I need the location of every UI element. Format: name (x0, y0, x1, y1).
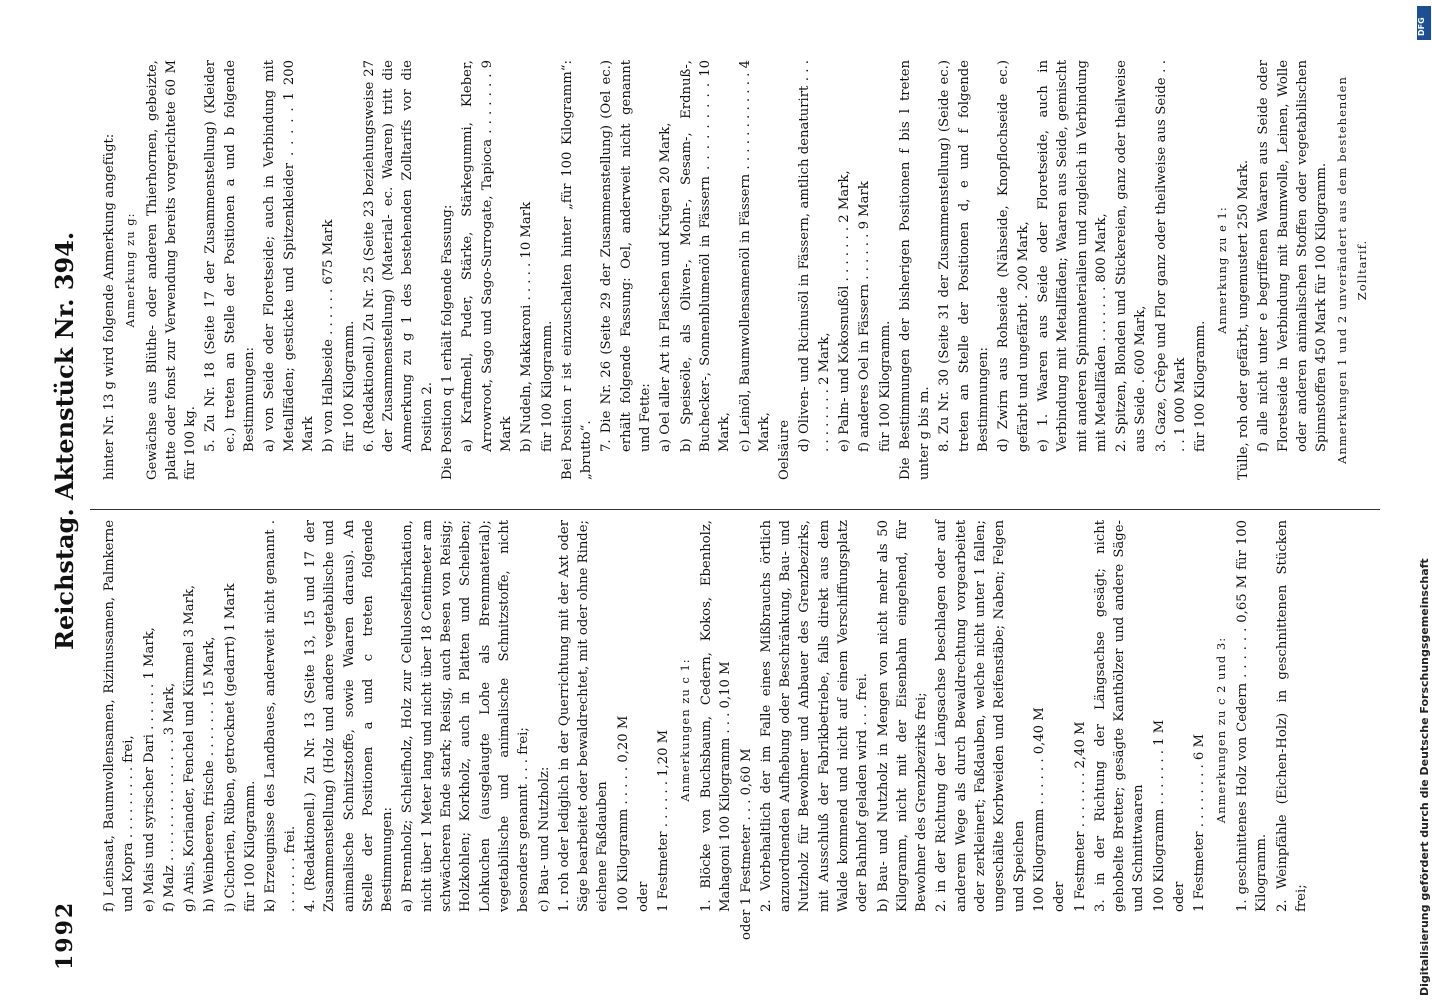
right-column-line: Die Bestimmungen der bisherigen Positionen f bis l treten unter g bis m. (897, 60, 933, 480)
right-column-line: b) Speiseöle, als Oliven-, Mohn-, Sesam-, Erdnuß-, Buchecker-, Sonnenblumenöl in Fässern . . . . . . . . . 10 Mark, (678, 60, 733, 452)
right-column-line: für 100 Kilogramm. (877, 320, 893, 452)
left-column-line: 1 Festmeter . . . . . . 1,20 M (656, 729, 672, 912)
page-title: Reichstag. Aktenstück Nr. 394. (50, 231, 79, 650)
right-column-line: e) 1. Waaren aus Seide oder Floretseide, auch in Verbindung mit Metallfäden; Waaren aus Seide, gemischt mit anderen Spinnmaterialien und zugleich in Verbindung mit Metallfäden . . . . . . . 800 Mark, (1035, 60, 1109, 452)
right-column-line: für 100 Kilogramm. (341, 320, 357, 452)
left-column-line: k) Erzeugnisse des Landbaues, anderweit nicht genannt . . . . . . . . frei. (263, 520, 298, 912)
digitization-credit (1418, 6, 1432, 996)
right-column-line: Anmerkung zu g: (123, 212, 138, 328)
left-column-line: 2. Vorbehaltlich der im Falle eines Mißbrauchs örtlich anzuordnenden Aufhebung oder Beschränkung, Bau- und Nutzholz für Bewohner und Anbauer des Grenzbezirks, mit Ausschluß der Fabrikbetriebe, falls direkt aus dem Walde kommend und nicht auf einem Verschiffungsplatz oder Bahnhof geladen wird . . . frei. (758, 520, 871, 912)
left-column-line: g) Anis, Koriander, Fenchel und Kümmel 3 Mark, (182, 584, 198, 912)
right-column-line: f) alle nicht unter e begriffenen Waaren aus Seide oder Floretseide in Verbindung mit Baumwolle, Leinen, Wolle oder anderen animalischen Stoffen oder vegetabilischen Spinnstoffen 450 Mark für 100 Kilogramm. (1256, 60, 1330, 452)
right-column-line: 2. Spitzen, Blonden und Stickereien, ganz oder theilweise aus Seide . 600 Mark, (1114, 60, 1149, 452)
right-column-line: a) Kraftmehl, Puder, Stärke, Stärkegummi, Kleber, Arrowroot, Sago und Sago-Surrogate, Tapioca . . . . . . . 9 Mark (460, 60, 514, 452)
left-column-line: 2. in der Richtung der Längsachse beschlagen oder auf anderem Wege als durch Bewaldrechtung vorgearbeitet oder zerkleinert; Faßdauben, welche nicht unter 1 fallen; ungeschälte Korbweiden und Reifenstäbe; Naben; Felgen und Speichen (934, 520, 1027, 912)
right-column-line: Gewächse aus Blüthe- oder anderen Thierhornen, gebeizte, platte oder fonst zur Verwendung bereits vorgerichtete 60 M für 100 kg. (144, 60, 199, 480)
right-column-line: 7. Die Nr. 26 (Seite 29 der Zusammenstellung) (Oel ec.) erhält folgende Fassung: Oel, anderweit nicht genannt und Fette: (599, 60, 654, 452)
right-column-line: b) Nudeln, Makkaroni . . . . . 10 Mark (519, 201, 535, 452)
left-column-line: 1 Festmeter . . . . . . . 2,40 M (1072, 721, 1088, 912)
right-column-line: 5. Zu Nr. 18 (Seite 17 der Zusammenstellung) (Kleider ec.) treten an Stelle der Positionen a und b folgende Bestimmungen: (203, 60, 258, 452)
left-column-line: 1. Blöcke von Buchsbaum, Cedern, Kokos, Ebenholz, Mahagoni 100 Kilogramm . . . 0,10 M (698, 520, 734, 912)
right-column-line: d) Zwirn aus Rohseide (Nähseide, Knopflochseide ec.) gefärbt und ungefärbt . 200 Mark, (996, 60, 1031, 452)
right-column-line: hinter Nr. 13 g wird folgende Anmerkung angefügt: (102, 133, 117, 480)
right-column (100, 60, 1374, 480)
left-column-line: oder (1172, 881, 1188, 912)
page-number: 1992 (52, 900, 78, 970)
left-column-line: Anmerkungen zu c 1: (677, 658, 692, 802)
right-column-line: d) Oliven- und Ricinusöl in Fässern, amtlich denaturirt . . . . . . . . . . . 2 Mark, (797, 60, 832, 452)
page-header (0, 20, 79, 980)
left-column-line: f) Leinsaat, Baumwollensamen, Rizinussamen, Palmkerne und Kopra . . . . . . . . . frei, (102, 520, 137, 912)
left-column-line: a) Brennholz; Schleifholz, Holz zur Celluloselfabrikation, nicht über 1 Meter lang und nicht über 18 Centimeter am schwächeren Ende stark; Reisig, auch Besen von Reisig; Holzkohlen; Korkholz, auch in Platten und Scheiben; Lohkuchen (ausgelaugte Lohe als Brennmaterial); vegetabilische und animalische Schnitzstoffe, nicht besonders genannt . . . frei; (400, 520, 532, 912)
left-column-line: 1. geschnittenes Holz von Cedern . . . . . . 0,65 M für 100 Kilogramm. (1234, 520, 1270, 912)
right-column-line: a) von Seide oder Floretseide; auch in Verbindung mit Metallfäden; gestickte und Spitzenkleider . . . . . 1 200 Mark (262, 60, 316, 452)
left-column-line: 1. roh oder lediglich in der Querrichtung mit der Axt oder Säge bearbeitet oder bewaldrechtet, mit oder ohne Rinde; eichene Faßdauben (556, 520, 611, 912)
column-divider (90, 509, 1380, 510)
right-column-line: Die Position q 1 erhält folgende Fassung: (440, 204, 456, 480)
left-column-line: e) Mais und syrischer Dari . . . . . . 1 Mark, (141, 627, 157, 912)
right-column-line: c) Leinöl, Baumwollensamenöl in Fässern . . . . . . . . . . . . 4 Mark, (737, 60, 772, 452)
right-column-line: für 100 Kilogramm. (539, 320, 555, 452)
left-column-line: 3. in der Richtung der Längsachse gesägt; nicht gehobelte Bretter; gesägte Kanthölzer und andere Säge- und Schnittwaaren (1092, 520, 1147, 912)
right-column-line: e) Palm- und Kokosnußöl . . . . . . . 2 Mark, (836, 170, 852, 452)
right-column-line: b) von Halbseide . . . . . . 675 Mark (321, 219, 337, 452)
right-column-line: Anmerkung zu e 1: (1214, 206, 1229, 334)
left-column-line: Anmerkungen zu c 2 und 3: (1213, 636, 1228, 824)
left-column-line: oder (1052, 881, 1068, 912)
dfg-logo-text: DFG (1417, 17, 1426, 36)
left-column-line: h) Weinbeeren, frische . . . . . . . 15 Mark, (202, 636, 218, 912)
left-column-line: für 100 Kilogramm. (243, 780, 259, 912)
left-column-line: b) Bau- und Nutzholz in Mengen von nicht mehr als 50 Kilogramm, nicht mit der Eisenbahn eingehend, für Bewohner des Grenzbezirks frei; (875, 520, 930, 912)
left-column (100, 520, 1312, 940)
right-column-line: a) Oel aller Art in Flaschen und Krügen 20 Mark, (658, 122, 674, 452)
digitization-credit-text: Digitalisierung gefördert durch die Deutsche Forschungsgemeinschaft (1418, 558, 1431, 996)
left-column-line: 100 Kilogramm . . . . . 0,20 M (615, 715, 631, 912)
right-column-line: Oelsäure (777, 419, 793, 480)
left-column-line: oder 1 Festmeter . . . 0,60 M (738, 748, 754, 940)
right-column-line: Tülle, roh oder gefärbt, ungemustert 250 Mark. (1235, 159, 1251, 480)
left-column-line: oder (636, 881, 652, 912)
left-column-line: 2. Weinpfähle (Eichen-Holz) in geschnittenen Stücken frei; (1274, 520, 1309, 912)
right-column-line: 6. (Redaktionell.) Zu Nr. 25 (Seite 23 beziehungsweise 27 der Zusammenstellung) (Material- ec. Waaren) tritt die Anmerkung zu g 1 des bestehenden Zolltarifs vor die Position 2. (361, 60, 435, 452)
left-column-line: i) Cichorien, Rüben, getrocknet (gedarrt) 1 Mark (222, 583, 238, 912)
left-column-line: f) Malz . . . . . . . . . . . . . . . 3 Mark, (161, 682, 177, 912)
right-column-line: 3. Gaze, Crêpe und Flor ganz oder theilweise aus Seide . . . . 1 000 Mark (1153, 60, 1189, 452)
left-column-line: 4. (Redaktionell.) Zu Nr. 13 (Seite 13, 15 und 17 der Zusammenstellung) (Holz und andere vegetabilische und animalische Schnitzstoffe, sowie Waaren daraus). An Stelle der Positionen a und c treten folgende Bestimmungen: (302, 520, 396, 912)
right-column-line: 8. Zu Nr. 30 (Seite 31 der Zusammenstellung) (Seide ec.) treten an Stelle der Positionen d, e und f folgende Bestimmungen: (937, 60, 992, 452)
rotated-page-content (0, 20, 1400, 980)
dfg-logo (1417, 6, 1431, 40)
left-column-line: c) Bau- und Nutzholz: (536, 766, 552, 912)
left-column-line: 1 Festmeter . . . . . . . . 6 M (1192, 734, 1208, 912)
right-column-line: f) anderes Oel in Fässern . . . . . . 9 Mark (857, 181, 873, 452)
right-column-line: Anmerkungen 1 und 2 unverändert aus dem bestehenden Zolltarif. (1335, 76, 1369, 464)
right-column-line: Bei Position r ist einzuschalten hinter „für 100 Kilogramm“: „brutto“. (559, 60, 595, 480)
left-column-line: 100 Kilogramm . . . . . . . 1 M (1151, 719, 1167, 912)
right-column-line: für 100 Kilogramm. (1193, 320, 1209, 452)
left-column-line: 100 Kilogramm . . . . . . 0,40 M (1031, 707, 1047, 912)
